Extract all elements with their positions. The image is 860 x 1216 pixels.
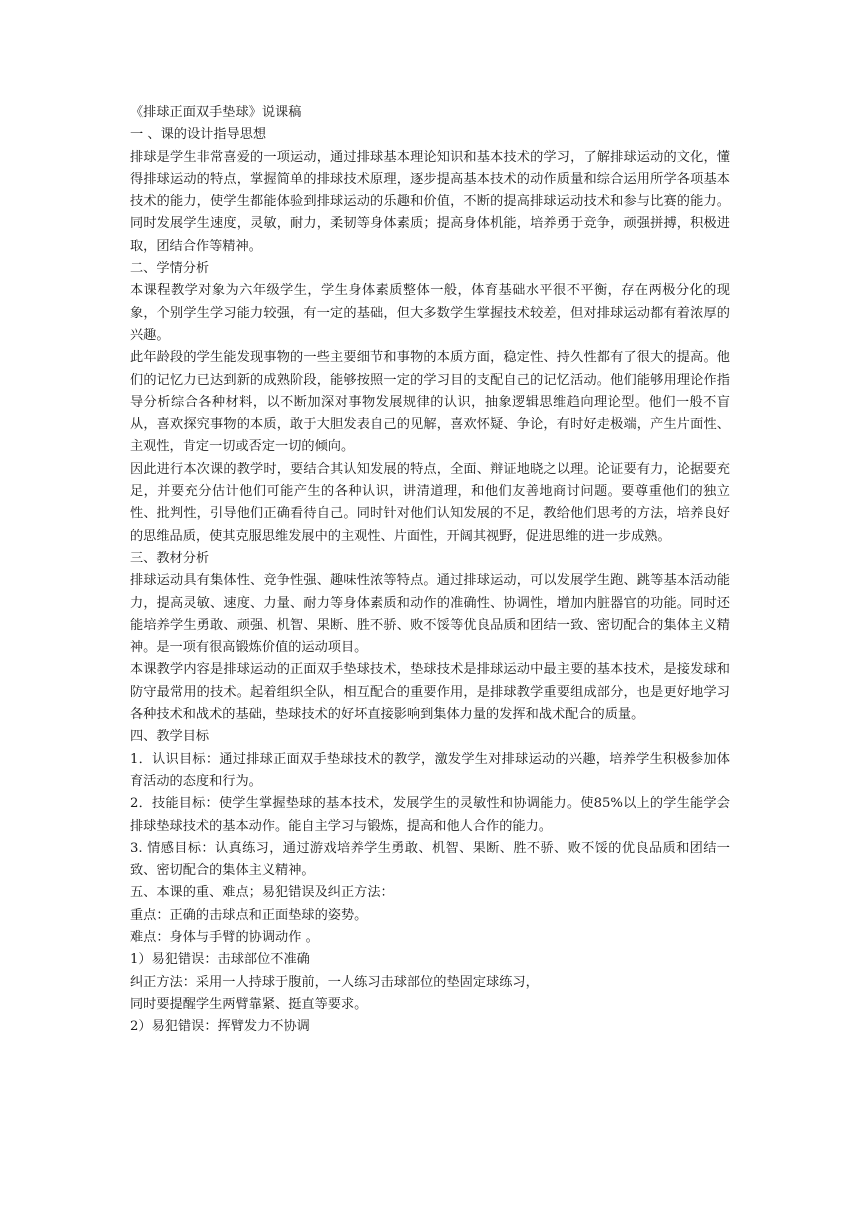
goal-skill: 2．技能目标：使学生掌握垫球的基本技术，发展学生的灵敏性和协调能力。使85%以上的学生能学会排球垫球技术的基本动作。能自主学习与锻炼，提高和他人合作的能力。	[130, 796, 730, 834]
error-2: 2）易犯错误：挥臂发力不协调	[130, 1019, 310, 1035]
section-2-paragraph-3: 因此进行本次课的教学时，要结合其认知发展的特点，全面、辩证地晓之以理。论证要有力，论据要充足，并要充分估计他们可能产生的各种认识，讲清道理，和他们友善地商讨问题。要尊重他们的独立性、批判性，引导他们正确看待自己。同时针对他们认知发展的不足，教给他们思考的方法，培养良好的思维品质，使其克服思维发展中的主观性、片面性，开阔其视野，促进思维的进一步成熟。	[130, 461, 730, 544]
key-point: 重点：正确的击球点和正面垫球的姿势。	[130, 907, 368, 923]
document-title: 《排球正面双手垫球》说课稿	[130, 105, 302, 120]
section-2-paragraph-2: 此年龄段的学生能发现事物的一些主要细节和事物的本质方面，稳定性、持久性都有了很大的提高。他们的记忆力已达到新的成熟阶段，能够按照一定的学习目的支配自己的记忆活动。他们能够用理论作指导分析综合各种材料，以不断加深对事物发展规律的认识，抽象逻辑思维趋向理论型。他们一般不盲从，喜欢探究事物的本质，敢于大胆发表自己的见解，喜欢怀疑、争论，有时好走极端，产生片面性、主观性，肯定一切或否定一切的倾向。	[130, 350, 730, 455]
goal-cognitive: 1．认识目标：通过排球正面双手垫球技术的教学，激发学生对排球运动的兴趣，培养学生积极参加体育活动的态度和行为。	[130, 751, 730, 789]
section-2-heading: 二、学情分析	[130, 261, 210, 277]
section-1-heading: 一 、课的设计指导思想	[130, 127, 267, 143]
section-2-paragraph-1: 本课程教学对象为六年级学生，学生身体素质整体一般，体育基础水平很不平衡，存在两极分化的现象，个别学生学习能力较强，有一定的基础，但大多数学生掌握技术较差，但对排球运动都有着浓厚的兴趣。	[130, 283, 730, 343]
difficult-point: 难点：身体与手臂的协调动作 。	[130, 929, 319, 945]
section-3-paragraph-2: 本课教学内容是排球运动的正面双手垫球技术，垫球技术是排球运动中最主要的基本技术，是接发球和防守最常用的技术。起着组织全队，相互配合的重要作用，是排球教学重要组成部分，也是更好地学习各种技术和战术的基础，垫球技术的好坏直接影响到集体力量的发挥和战术配合的质量。	[130, 662, 730, 723]
section-3-paragraph-1: 排球运动具有集体性、竞争性强、趣味性浓等特点。通过排球运动，可以发展学生跑、跳等基本活动能力，提高灵敏、速度、力量、耐力等身体素质和动作的准确性、协调性，增加内脏器官的功能。同时还能培养学生勇敢、顽强、机智、果断、胜不骄、败不馁等优良品质和团结一致、密切配合的集体主义精神。是一项有很高锻炼价值的运动项目。	[130, 573, 730, 656]
error-1: 1）易犯错误：击球部位不准确	[130, 952, 310, 968]
goal-emotional: 3. 情感目标：认真练习，通过游戏培养学生勇敢、机智、果断、胜不骄、败不馁的优良品质和团结一致、密切配合的集体主义精神。	[130, 840, 730, 879]
section-1-paragraph: 排球是学生非常喜爱的一项运动，通过排球基本理论知识和基本技术的学习，了解排球运动的文化，懂得排球运动的特点，掌握简单的排球技术原理，逐步提高基本技术的动作质量和综合运用所学各项基本技术的能力，使学生都能体验到排球运动的乐趣和价值，不断的提高排球运动技术和参与比赛的能力。同时发展学生速度，灵敏，耐力，柔韧等身体素质；提高身体机能，培养勇于竞争，顽强拼搏，积极进取，团结合作等精神。	[130, 149, 730, 254]
error-1-fix-line-1: 纠正方法：采用一人持球于腹前，一人练习击球部位的垫固定球练习，	[130, 974, 539, 990]
section-3-heading: 三、教材分析	[130, 550, 210, 566]
section-5-heading: 五、本课的重、难点；易犯错误及纠正方法：	[130, 885, 394, 901]
error-1-fix-line-2: 同时要提醒学生两臂靠紧、挺直等要求。	[130, 996, 368, 1012]
document-page	[130, 102, 730, 1038]
section-4-heading: 四、教学目标	[130, 729, 210, 745]
